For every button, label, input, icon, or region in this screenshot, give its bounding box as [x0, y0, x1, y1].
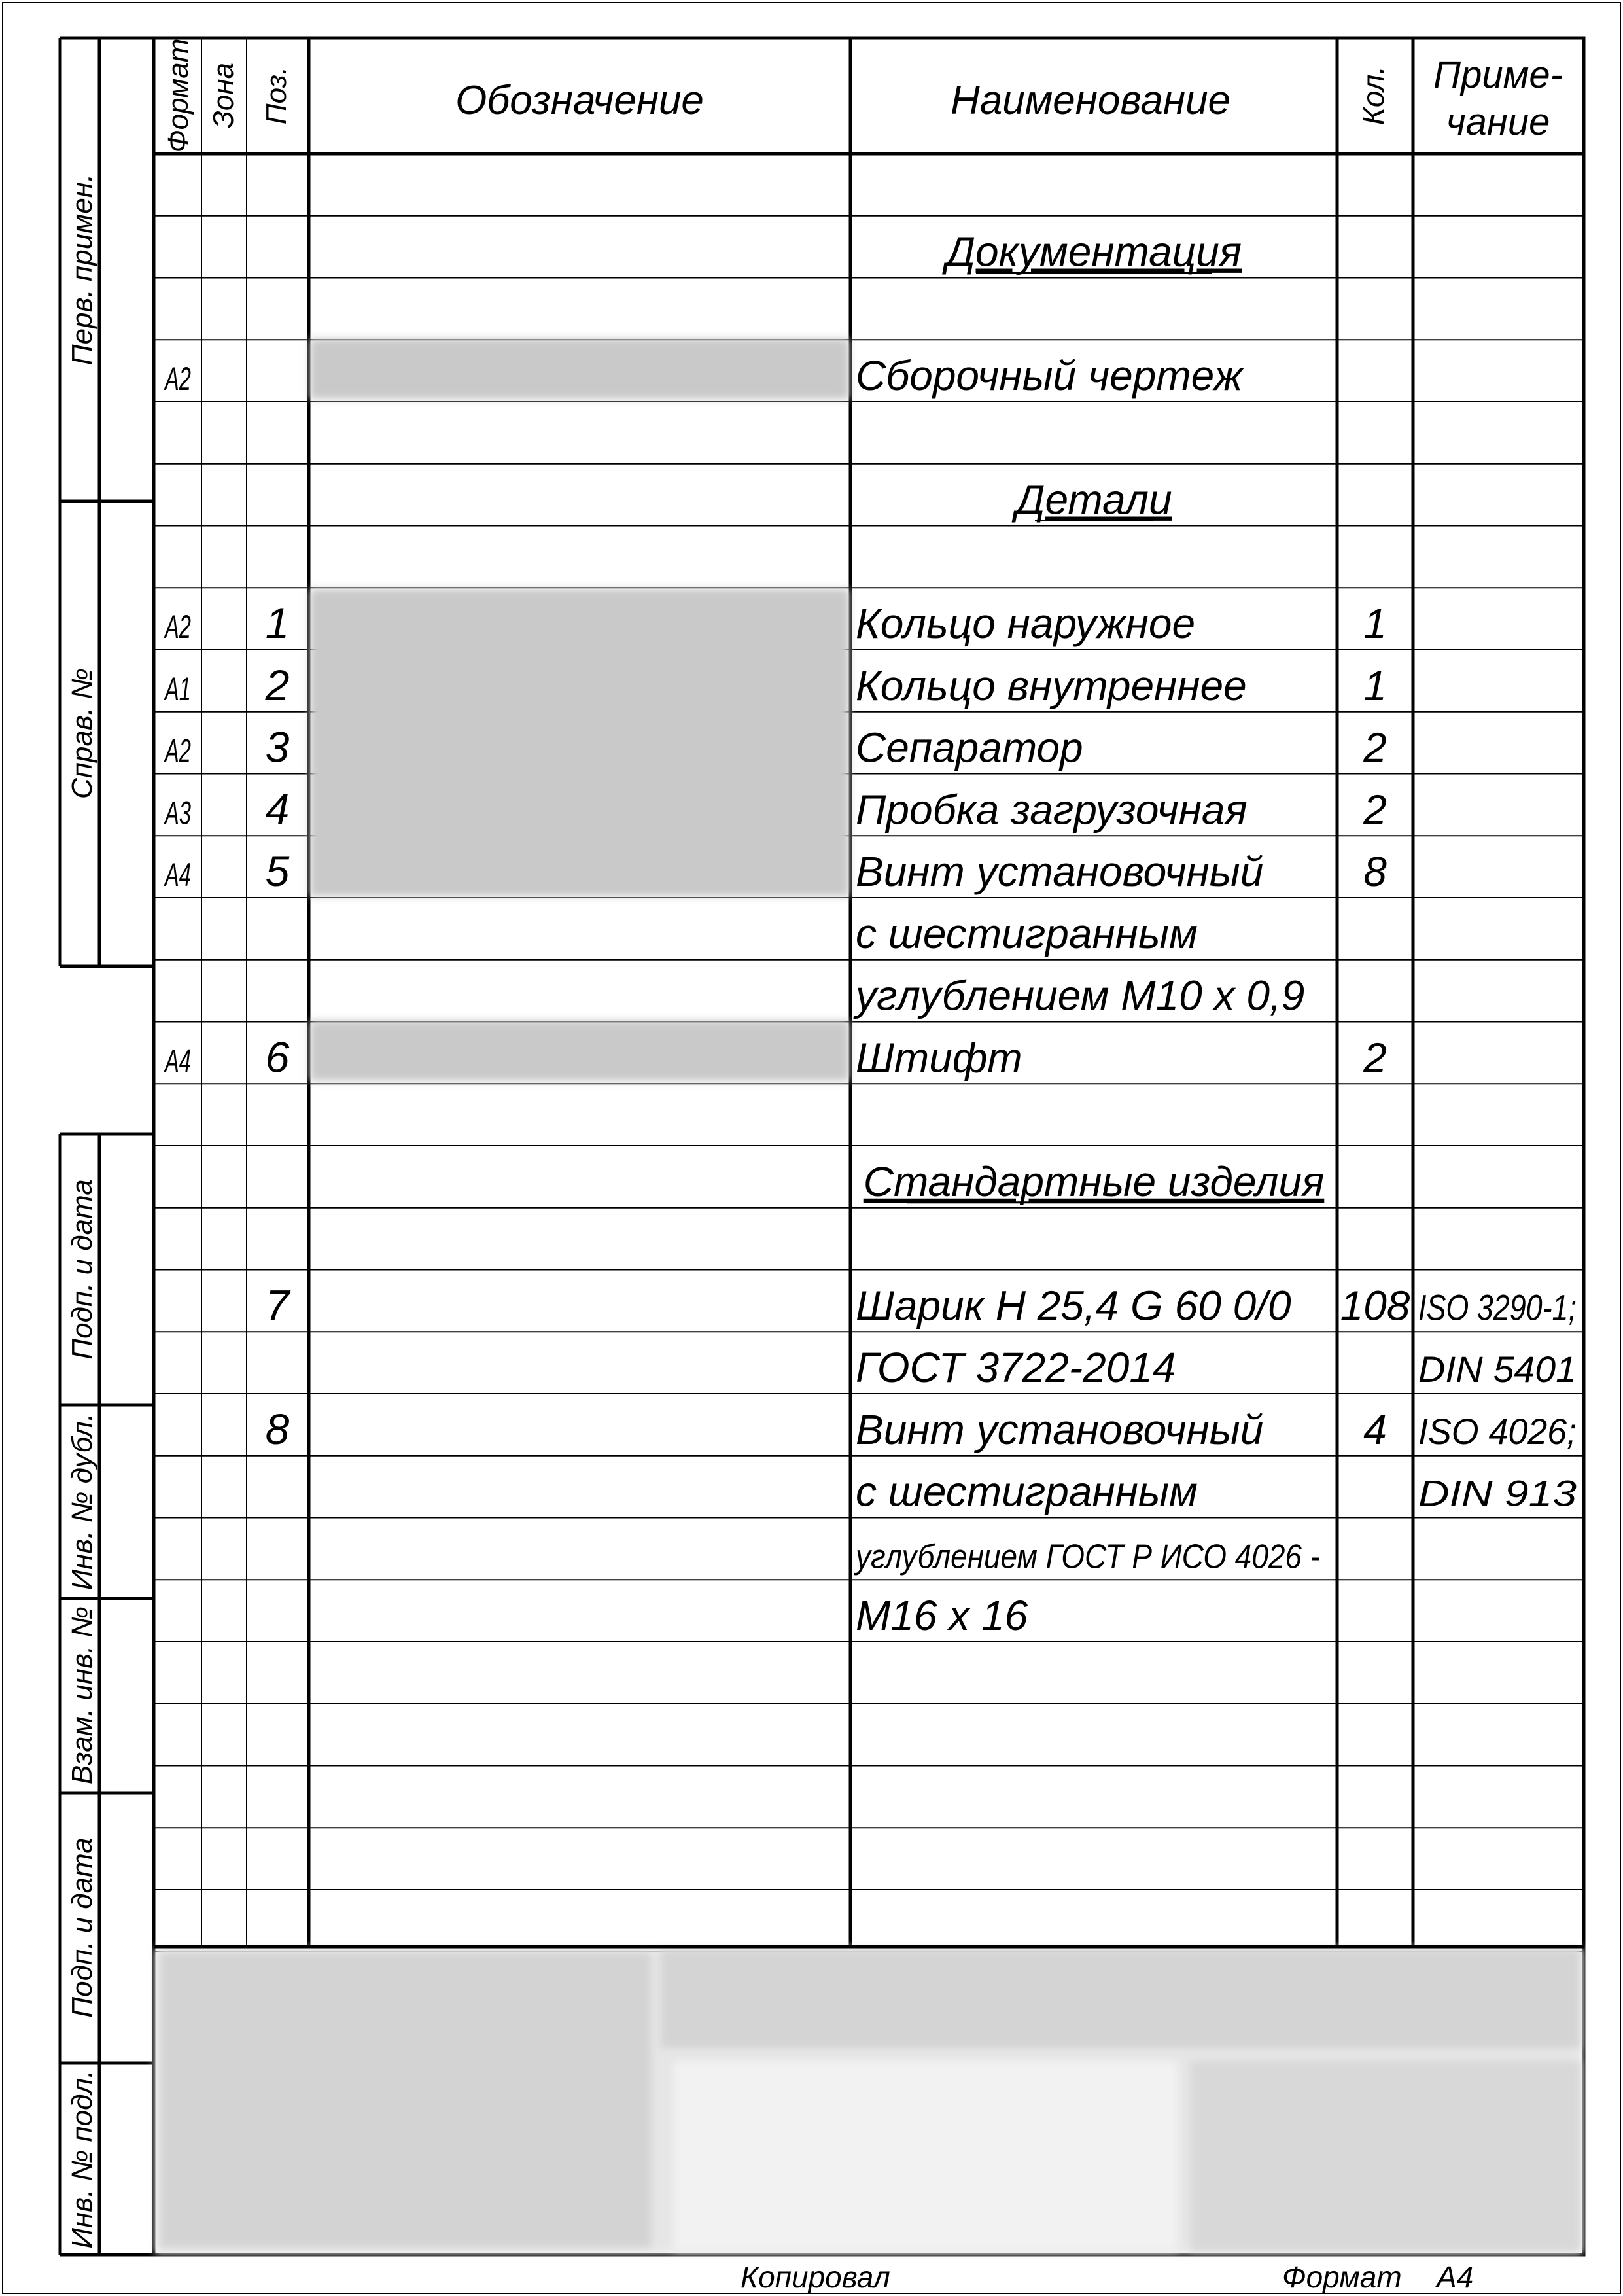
footer-kopiroval: Копировал: [741, 2260, 890, 2294]
table-row: [853, 972, 1304, 1019]
table-header: [162, 39, 1563, 153]
side-label-replacement-inventory: Взам. инв. №: [66, 1606, 98, 1785]
cell-name: Винт установочный: [856, 848, 1264, 895]
cell-position: 6: [265, 1033, 290, 1082]
cell-note: ISO 3290-1;: [1418, 1286, 1577, 1328]
cell-format: А4: [164, 857, 191, 893]
cell-position: 2: [265, 660, 290, 709]
cell-position: 1: [265, 599, 290, 647]
cell-position: 5: [265, 847, 290, 895]
cell-quantity: 1: [1363, 662, 1387, 709]
cell-position: 7: [265, 1280, 290, 1330]
cell-name: Винт установочный: [856, 1405, 1264, 1453]
cell-note: DIN 5401: [1418, 1349, 1577, 1390]
table-row: [1011, 476, 1172, 523]
side-label-signature-date-2: Подп. и дата: [66, 1837, 98, 2018]
cell-format: А2: [164, 732, 192, 769]
cell-position: 3: [265, 722, 290, 771]
side-labels: [66, 174, 98, 2249]
cell-name: ГОСТ 3722-2014: [856, 1344, 1176, 1391]
cell-name: углублением М10 х 0,9: [856, 972, 1305, 1019]
header-poz: Поз.: [260, 66, 292, 125]
cell-quantity: 1: [1363, 600, 1387, 647]
section-heading: Стандартные изделия: [863, 1157, 1325, 1205]
cell-name: Пробка загрузочная: [856, 786, 1248, 834]
table-row: [266, 1280, 1577, 1329]
table-row: [266, 1405, 1577, 1453]
side-label-inventory-original: Инв. № подл.: [66, 2070, 98, 2249]
cell-name: Кольцо наружное: [856, 600, 1196, 647]
header-zona: Зона: [207, 62, 239, 129]
cell-quantity: 8: [1363, 848, 1387, 895]
table-row: [856, 1344, 1577, 1391]
table-row: [856, 1592, 1028, 1639]
footer-format-value: А4: [1437, 2260, 1474, 2294]
header-kol: Кол.: [1356, 65, 1390, 126]
side-label-first-use: Перв. примен.: [66, 173, 98, 366]
cell-format: А2: [164, 609, 192, 645]
cell-format: А1: [164, 670, 191, 707]
cell-format: А3: [164, 794, 192, 832]
title-block: [154, 1947, 1584, 2253]
table-row: [854, 1538, 1320, 1576]
cell-name: Сборочный чертеж: [856, 352, 1243, 399]
cell-name: М16 х 16: [856, 1592, 1028, 1639]
cell-name: Сепаратор: [856, 724, 1083, 771]
section-heading: Документация: [945, 228, 1242, 275]
header-primechanie-2: чание: [1446, 101, 1550, 143]
cell-note: ISO 4026;: [1418, 1410, 1577, 1452]
table-row: [856, 1468, 1577, 1515]
cell-quantity: 4: [1363, 1405, 1387, 1453]
side-label-inventory-duplicate: Инв. № дубл.: [66, 1413, 98, 1591]
footer: [741, 2260, 1473, 2294]
table-row: [856, 910, 1198, 957]
cell-quantity: 108: [1340, 1282, 1410, 1330]
side-label-reference-no: Справ. №: [66, 668, 98, 799]
header-naimenovanie: Наименование: [951, 78, 1230, 123]
cell-name: Кольцо внутреннее: [856, 662, 1247, 709]
cell-name: Шарик Н 25,4 G 60 0/0: [856, 1282, 1291, 1330]
table-row: [942, 228, 1242, 275]
cell-name: Штифт: [856, 1034, 1022, 1082]
cell-quantity: 2: [1363, 786, 1387, 834]
cell-position: 4: [265, 785, 290, 834]
cell-quantity: 2: [1363, 1034, 1387, 1082]
section-heading: Детали: [1015, 476, 1172, 523]
side-label-signature-date-1: Подп. и дата: [66, 1179, 98, 1360]
header-primechanie-1: Приме-: [1433, 54, 1563, 96]
footer-format-label: Формат: [1282, 2260, 1402, 2294]
cell-format: А4: [164, 1042, 191, 1080]
row-lines: [154, 216, 1584, 1952]
table-body: [164, 228, 1577, 1640]
redacted-designations: [310, 339, 849, 1081]
cell-name: с шестигранным: [856, 910, 1198, 957]
cell-name: с шестигранным: [856, 1468, 1198, 1515]
cell-quantity: 2: [1363, 724, 1387, 771]
header-oboznachenie: Обозначение: [455, 78, 704, 123]
cell-position: 8: [265, 1404, 290, 1453]
header-format: Формат: [162, 38, 194, 153]
table-row: [864, 1158, 1325, 1205]
cell-format: А2: [164, 361, 192, 397]
cell-note: DIN 913: [1418, 1472, 1577, 1514]
cell-name: углублением ГОСТ Р ИСО 4026 -: [854, 1538, 1320, 1576]
